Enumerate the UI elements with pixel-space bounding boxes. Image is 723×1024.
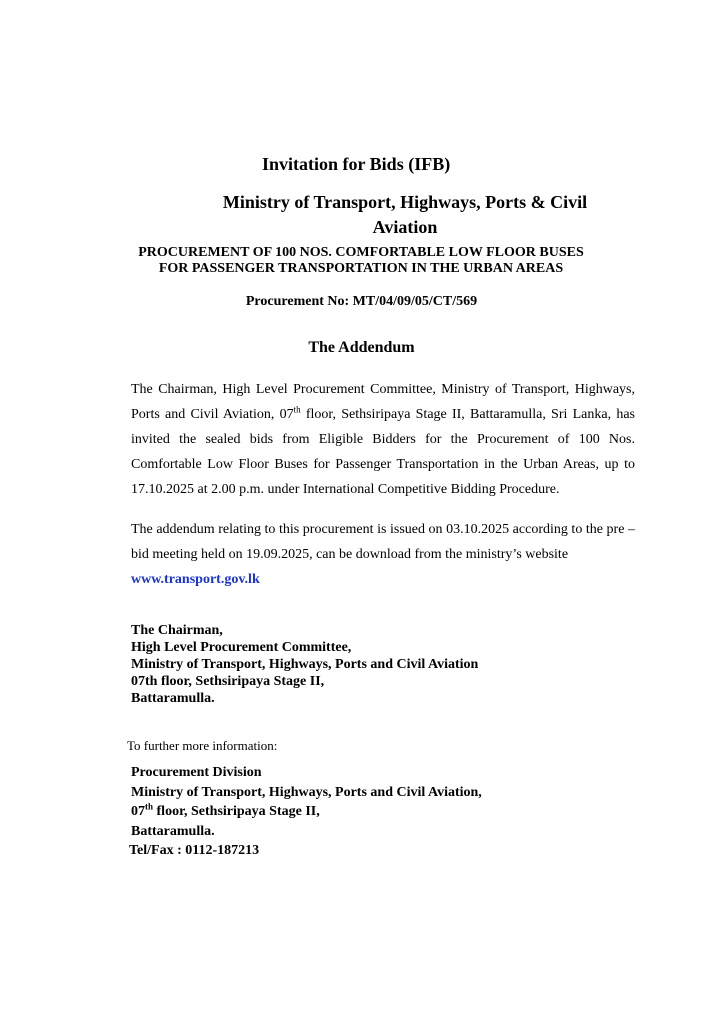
ordinal-suffix: th xyxy=(293,404,301,415)
address-line: The Chairman, xyxy=(131,623,223,638)
floor-text: floor, Sethsiripaya Stage II, xyxy=(153,804,320,819)
contact-line xyxy=(131,802,482,822)
contact-line: Ministry of Transport, Highways, Ports and Civil Aviation, xyxy=(131,784,482,800)
procurement-number: Procurement No: MT/04/09/05/CT/569 xyxy=(245,294,478,309)
address-line: Battaramulla. xyxy=(131,691,215,706)
addendum-paragraph xyxy=(131,517,635,592)
procurement-heading-line2: FOR PASSENGER TRANSPORTATION IN THE URBAN AREAS xyxy=(158,261,564,276)
addendum-title: The Addendum xyxy=(308,339,415,356)
ministry-heading: Ministry of Transport, Highways, Ports & Civil Aviation xyxy=(222,192,588,237)
ministry-website-link[interactable]: www.transport.gov.lk xyxy=(131,572,260,587)
ordinal-suffix: th xyxy=(145,801,154,812)
floor-number: 07 xyxy=(131,804,145,819)
contact-address xyxy=(131,763,482,861)
invitation-paragraph xyxy=(131,377,635,502)
chairman-address xyxy=(131,622,478,707)
procurement-heading xyxy=(100,245,622,277)
further-info-label: To further more information: xyxy=(127,738,278,753)
invitation-text-end: floor, Sethsiripaya Stage II, Battaramulla, Sri Lanka, has invited the sealed bids from Eligible Bidders for the Procurement of 100 Nos. Comfortable Low Floor Buses for Passenger Transportation in the Urban Areas, up to 17.10.2025 at 2.00 p.m. under International Competitive Bidding Procedure. xyxy=(131,407,635,497)
contact-line: Battaramulla. xyxy=(131,823,215,839)
procurement-heading-line1: PROCUREMENT OF 100 NOS. COMFORTABLE LOW FLOOR BUSES xyxy=(138,245,584,260)
document-title: Invitation for Bids (IFB) xyxy=(262,154,451,174)
tel-fax: Tel/Fax : 0112-187213 xyxy=(129,843,260,858)
invitation-text-start: The Chairman, High Level Procurement Committee, Ministry of Transport, Highways, Ports and Civil Aviation, 07 xyxy=(131,382,635,422)
address-line: High Level Procurement Committee, xyxy=(131,640,352,655)
contact-line: Procurement Division xyxy=(131,765,262,780)
addendum-text: The addendum relating to this procurement is issued on 03.10.2025 according to the pre – bid meeting held on 19.09.2025, can be download from the ministry’s website xyxy=(131,522,635,562)
address-line: Ministry of Transport, Highways, Ports and Civil Aviation xyxy=(131,657,479,672)
address-line: 07th floor, Sethsiripaya Stage II, xyxy=(131,674,325,689)
